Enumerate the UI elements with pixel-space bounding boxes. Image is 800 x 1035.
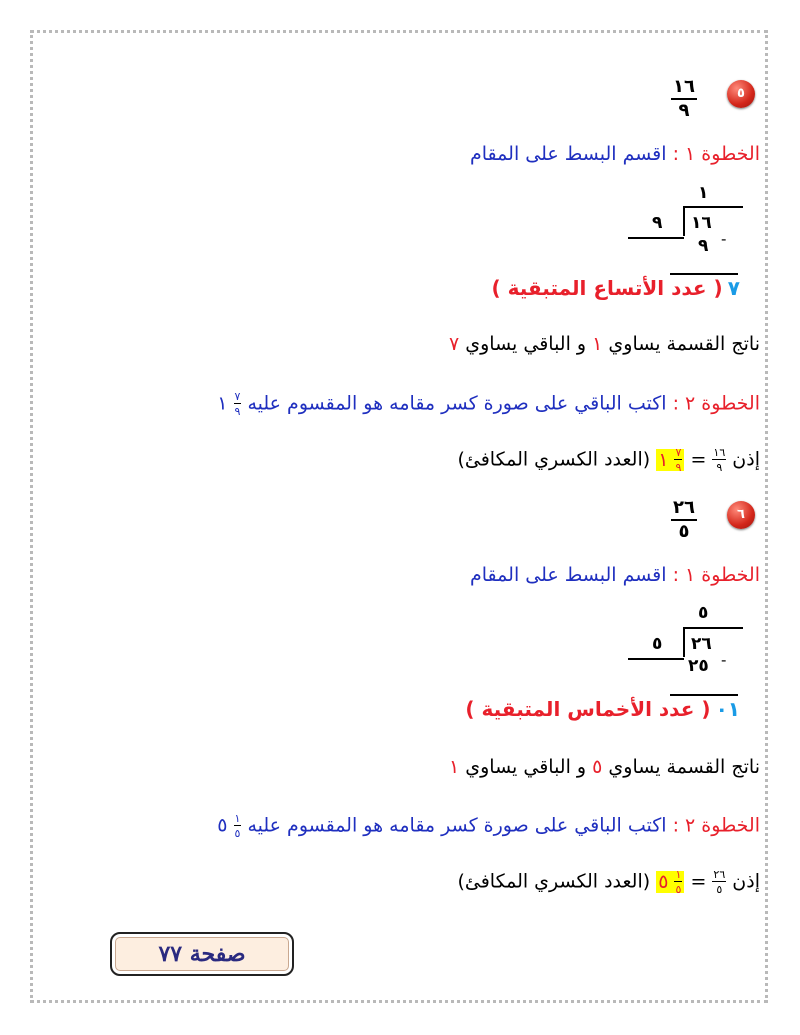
final-line — [457, 447, 760, 473]
fraction-numerator: ٢٦ — [713, 868, 726, 881]
result-text: ناتج القسمة يساوي — [608, 756, 760, 778]
final-note: (العدد الكسري المكافئ) — [457, 448, 651, 471]
equals-sign: = — [690, 448, 707, 471]
result-text: و الباقي يساوي — [465, 333, 587, 355]
problem-number-badge: ٦ — [727, 501, 755, 529]
minus-sign: - — [721, 230, 727, 248]
step2-line — [217, 813, 760, 839]
step-text: اقسم البسط على المقام — [470, 143, 667, 165]
final-improper-fraction — [712, 447, 726, 473]
step-text: اكتب الباقي على صورة كسر مقامه هو المقسوم عليه — [247, 814, 667, 837]
minus-sign: - — [721, 651, 727, 669]
fraction-denominator: ٩ — [716, 461, 723, 474]
final-mixed-number — [656, 446, 684, 474]
step2-whole: ٥ — [217, 814, 228, 837]
step1-line — [470, 143, 760, 165]
result-line — [449, 756, 760, 778]
fraction-denominator: ٥ — [678, 521, 690, 542]
result-quotient: ٥ — [592, 756, 603, 778]
fraction-denominator: ٥ — [716, 883, 723, 896]
division-remainder-line — [492, 276, 741, 300]
result-remainder: ٧ — [448, 333, 460, 355]
fraction-numerator: ١ — [675, 868, 682, 881]
result-remainder: ١ — [448, 756, 460, 778]
division-bracket-side — [683, 206, 685, 236]
division-bracket-top — [685, 206, 743, 208]
division-remainder: ٠١ — [715, 697, 740, 721]
division-subtract: ٢٥ — [688, 656, 709, 676]
mixed-fraction — [674, 869, 682, 895]
remainder-note: ( عدد الأتساع المتبقية ) — [491, 276, 723, 300]
division-result-line — [670, 273, 738, 275]
step-label: الخطوة ٢ : — [672, 814, 760, 837]
step1-line — [470, 564, 760, 586]
result-text: ناتج القسمة يساوي — [608, 333, 760, 355]
step-label: الخطوة ١ : — [672, 564, 760, 586]
division-bracket-top — [685, 627, 743, 629]
result-text: و الباقي يساوي — [465, 756, 587, 778]
problem-fraction — [671, 499, 697, 541]
fraction-denominator: ٩ — [675, 461, 682, 474]
final-mixed-number — [656, 868, 684, 896]
fraction-denominator: ٩ — [678, 100, 690, 121]
fraction-numerator: ١٦ — [671, 78, 697, 100]
remainder-note: ( عدد الأخماس المتبقية ) — [465, 697, 711, 721]
fraction-denominator: ٩ — [234, 405, 241, 418]
final-prefix: إذن — [732, 870, 760, 893]
division-quotient: ١ — [698, 183, 709, 203]
division-quotient: ٥ — [698, 603, 709, 623]
step2-whole: ١ — [217, 392, 228, 415]
problem-fraction — [671, 78, 697, 120]
fraction-denominator: ٥ — [675, 883, 682, 896]
step2-fraction — [234, 813, 242, 839]
mixed-whole: ٥ — [658, 870, 669, 893]
final-prefix: إذن — [732, 448, 760, 471]
fraction-numerator: ٢٦ — [671, 499, 697, 521]
division-subtract: ٩ — [698, 236, 709, 256]
mixed-fraction — [674, 447, 682, 473]
fraction-numerator: ١ — [234, 812, 241, 825]
final-note: (العدد الكسري المكافئ) — [457, 870, 651, 893]
division-divisor-line — [628, 658, 684, 660]
step-text: اكتب الباقي على صورة كسر مقامه هو المقسوم عليه — [247, 392, 667, 415]
fraction-numerator: ٧ — [234, 390, 241, 403]
equals-sign: = — [690, 870, 707, 893]
final-improper-fraction — [712, 869, 726, 895]
result-line — [449, 333, 760, 355]
step-text: اقسم البسط على المقام — [470, 564, 667, 586]
page-border — [30, 30, 768, 1003]
division-remainder-line — [465, 697, 740, 721]
step-label: الخطوة ١ : — [672, 143, 760, 165]
fraction-numerator: ٧ — [675, 446, 682, 459]
final-line — [457, 869, 760, 895]
mixed-whole: ١ — [658, 448, 669, 471]
result-quotient: ١ — [592, 333, 603, 355]
division-bracket-side — [683, 627, 685, 657]
fraction-numerator: ١٦ — [713, 446, 726, 459]
step-label: الخطوة ٢ : — [672, 392, 760, 415]
page-number-label: صفحة ٧٧ — [110, 932, 294, 976]
division-remainder: ٧ — [727, 276, 740, 300]
division-dividend: ٢٦ — [691, 634, 712, 654]
step2-fraction — [234, 391, 242, 417]
step2-line — [217, 391, 760, 417]
problem-number-badge: ٥ — [727, 80, 755, 108]
division-divisor: ٥ — [652, 634, 663, 654]
division-divisor-line — [628, 237, 684, 239]
division-dividend: ١٦ — [691, 213, 712, 233]
division-divisor: ٩ — [652, 213, 663, 233]
fraction-denominator: ٥ — [234, 827, 241, 840]
division-result-line — [670, 694, 738, 696]
